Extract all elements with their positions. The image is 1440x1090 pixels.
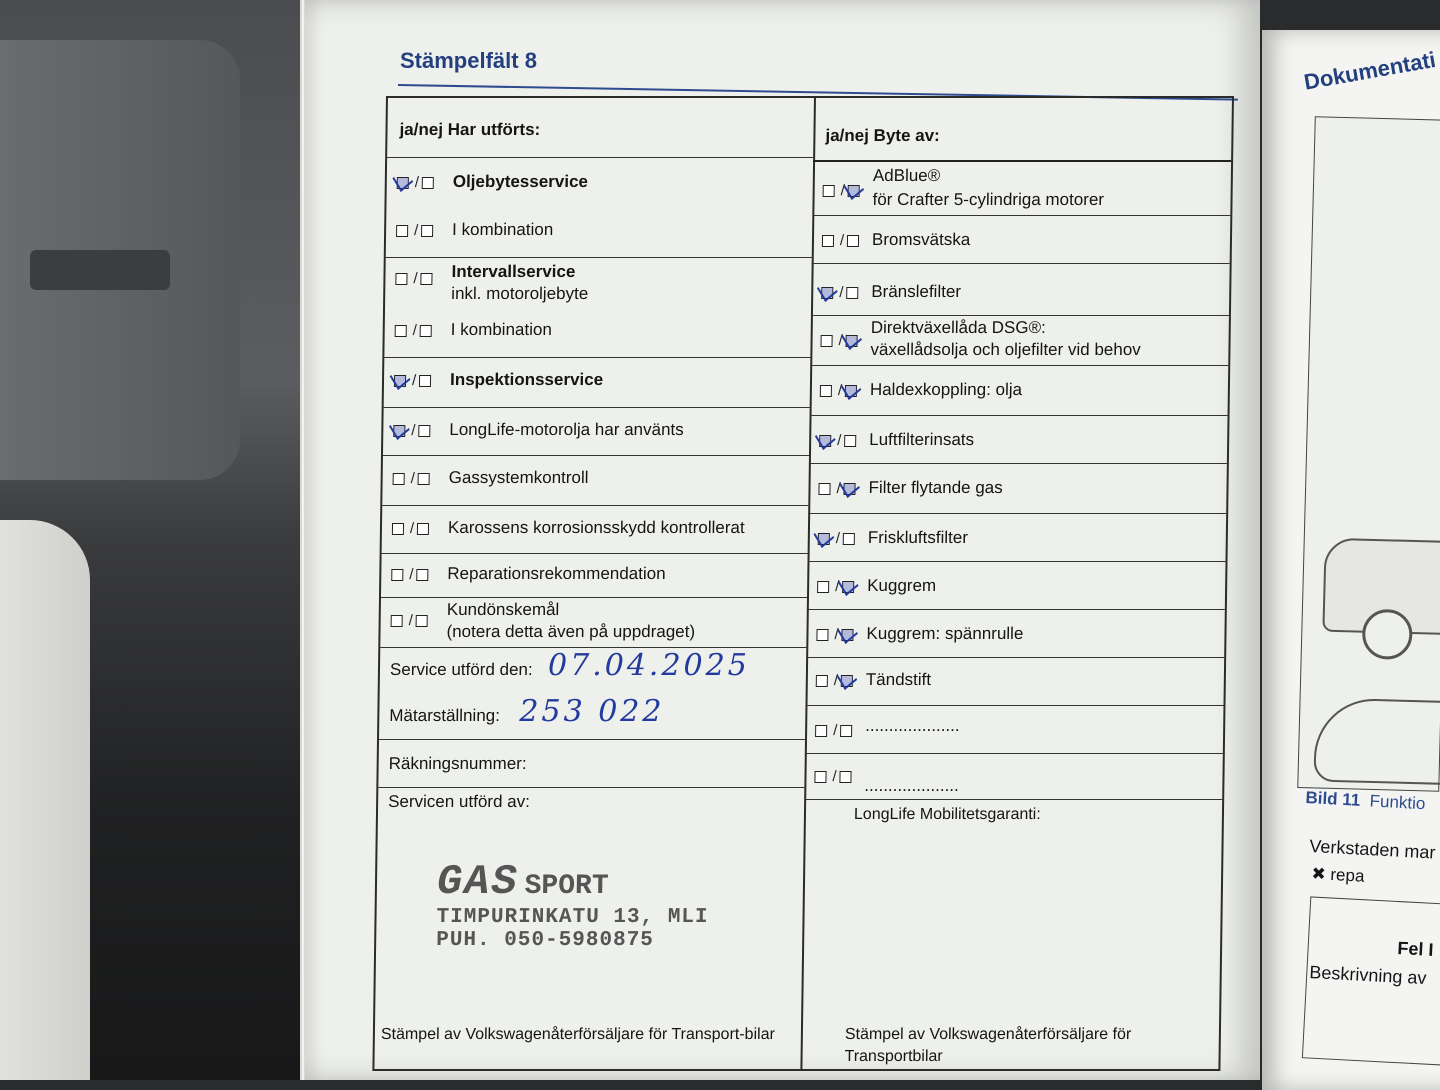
stamp-address: TIMPURINKATU 13, MLI	[436, 906, 709, 929]
background-object	[0, 520, 90, 1080]
checkbox-pair: /	[816, 672, 856, 689]
ja-checkbox[interactable]	[392, 523, 404, 535]
ja-checkbox[interactable]	[821, 287, 833, 299]
ja-checkbox[interactable]	[395, 325, 407, 337]
item-label: ....................	[865, 716, 960, 735]
checkbox-pair: /	[391, 612, 431, 629]
right-row-blank-2	[804, 754, 1223, 800]
ja-checkbox[interactable]	[819, 435, 831, 447]
checkbox-pair: /	[818, 480, 858, 497]
stamp-name-2: SPORT	[524, 871, 609, 902]
left-row-reparation	[381, 554, 808, 598]
nej-checkbox[interactable]	[846, 287, 858, 299]
nej-checkbox[interactable]	[848, 185, 860, 197]
service-date-value[interactable]: 07.04.2025	[547, 648, 751, 683]
ja-checkbox[interactable]	[396, 225, 408, 237]
service-date-row	[380, 648, 807, 696]
item-label: Reparationsrekommendation	[447, 564, 666, 583]
item-sublabel: växellådsolja och oljefilter vid behov	[870, 340, 1141, 359]
odometer-value[interactable]: 253 022	[519, 694, 665, 729]
checkbox-pair: /	[818, 530, 858, 547]
item-label: Bränslefilter	[871, 282, 962, 301]
left-row-intervallservice	[385, 258, 812, 310]
ja-checkbox[interactable]	[391, 615, 403, 627]
item-label: Filter flytande gas	[868, 478, 1003, 497]
nej-checkbox[interactable]	[845, 385, 857, 397]
item-label: Gassystemkontroll	[448, 468, 589, 487]
nej-checkbox[interactable]	[418, 425, 430, 437]
nej-checkbox[interactable]	[846, 335, 858, 347]
odometer-label: Mätarställning:	[389, 706, 501, 725]
item-sublabel: inkl. motoroljebyte	[451, 284, 589, 303]
ja-checkbox[interactable]	[391, 569, 403, 581]
nej-checkbox[interactable]	[844, 435, 856, 447]
right-row-haldex	[810, 366, 1229, 416]
checkbox-pair: /	[395, 270, 435, 287]
item-label: Kundönskemål	[446, 600, 560, 619]
ja-checkbox[interactable]	[394, 375, 406, 387]
ja-checkbox[interactable]	[397, 177, 409, 189]
car-illustration	[1313, 697, 1440, 784]
right-table-header: Fel I	[1396, 938, 1434, 960]
left-row-kundonskemal	[380, 598, 807, 648]
dealer-stamp	[436, 858, 709, 952]
right-row-bransle	[811, 264, 1230, 316]
service-stamp-form	[372, 96, 1234, 1071]
ja-checkbox[interactable]	[820, 385, 832, 397]
right-row-luftfilter	[809, 416, 1228, 464]
performed-by-label: Servicen utförd av:	[388, 792, 531, 811]
checkbox-pair: /	[816, 626, 856, 643]
right-row-tandstift	[805, 658, 1224, 706]
left-row-kombination-2	[384, 310, 811, 358]
nej-checkbox[interactable]	[417, 523, 429, 535]
ja-checkbox[interactable]	[822, 235, 834, 247]
item-label: Kuggrem: spännrulle	[866, 624, 1024, 643]
background-slot	[30, 250, 170, 290]
ja-checkbox[interactable]	[816, 629, 828, 641]
checkbox-pair: /	[395, 322, 435, 339]
checkbox-pair: /	[397, 174, 437, 191]
ja-checkbox[interactable]	[395, 273, 407, 285]
item-label: Haldexkoppling: olja	[869, 380, 1023, 399]
longlife-box	[800, 800, 1222, 1071]
right-page-line-1: Verkstaden mar	[1308, 836, 1436, 863]
left-row-inspektionsservice	[384, 358, 811, 408]
caption-bild: Bild 11	[1305, 788, 1361, 810]
right-row-adblue	[812, 162, 1231, 216]
right-header: ja/nej Byte av:	[825, 126, 940, 145]
checkbox-pair: /	[815, 722, 855, 739]
ja-checkbox[interactable]	[393, 425, 405, 437]
nej-checkbox[interactable]	[416, 615, 428, 627]
invoice-row	[378, 740, 805, 788]
checkbox-pair: /	[820, 382, 860, 399]
nej-checkbox[interactable]	[419, 375, 431, 387]
left-row-korrosionsskydd	[382, 506, 809, 554]
item-label: Intervallservice	[451, 262, 576, 281]
nej-checkbox[interactable]	[841, 675, 853, 687]
item-label: Karossens korrosionsskydd kontrollerat	[447, 518, 745, 537]
vehicle-figure	[1297, 116, 1440, 791]
checkbox-pair: /	[823, 182, 863, 199]
nej-checkbox[interactable]	[420, 325, 432, 337]
left-row-kombination-1	[386, 208, 813, 258]
checkbox-pair: /	[817, 578, 857, 595]
nej-checkbox[interactable]	[843, 533, 855, 545]
right-page-line-2: ✖ repa	[1311, 864, 1365, 886]
checkbox-pair: /	[392, 520, 432, 537]
caption-text: Funktio	[1369, 791, 1426, 814]
item-label: I kombination	[452, 220, 554, 239]
invoice-label: Räkningsnummer:	[388, 754, 527, 773]
checkbox-pair: /	[821, 284, 861, 301]
left-row-oljebytesservice	[386, 158, 813, 208]
item-sublabel: för Crafter 5-cylindriga motorer	[872, 190, 1105, 209]
right-row-filter-gas	[808, 464, 1227, 514]
right-row-dsg	[810, 316, 1229, 366]
item-label: Luftfilterinsats	[869, 430, 975, 449]
checkbox-pair: /	[820, 332, 860, 349]
nej-checkbox[interactable]	[422, 177, 434, 189]
nej-checkbox[interactable]	[418, 473, 430, 485]
checkbox-pair: /	[394, 372, 434, 389]
ja-checkbox[interactable]	[393, 473, 405, 485]
nej-checkbox[interactable]	[840, 771, 852, 783]
item-label: Inspektionsservice	[449, 370, 604, 389]
left-row-longlife	[383, 408, 810, 456]
checkbox-pair: /	[393, 470, 433, 487]
right-row-friskluft	[807, 514, 1226, 562]
ja-checkbox[interactable]	[814, 771, 826, 783]
background-left	[0, 0, 300, 1080]
nej-checkbox[interactable]	[847, 235, 859, 247]
checkbox-pair: /	[814, 768, 854, 785]
left-header-row	[387, 98, 814, 158]
item-label: AdBlue®	[872, 166, 941, 185]
ja-checkbox[interactable]	[816, 675, 828, 687]
stamp-name: GAS	[436, 858, 519, 906]
right-table-cell: Beskrivning av	[1308, 962, 1427, 989]
ja-checkbox[interactable]	[818, 483, 830, 495]
item-label: Friskluftsfilter	[867, 528, 969, 547]
checkbox-pair: /	[393, 422, 433, 439]
nej-checkbox[interactable]	[842, 629, 854, 641]
right-column	[800, 98, 1232, 1069]
nej-checkbox[interactable]	[421, 273, 433, 285]
checkbox-pair: /	[396, 222, 436, 239]
right-row-spannrulle	[806, 610, 1225, 658]
nej-checkbox[interactable]	[416, 569, 428, 581]
ja-checkbox[interactable]	[818, 533, 830, 545]
service-date-label: Service utförd den:	[389, 660, 533, 679]
item-label: I kombination	[450, 320, 552, 339]
performed-by-box	[374, 788, 804, 1071]
checkbox-pair: /	[822, 232, 862, 249]
ja-checkbox[interactable]	[815, 725, 827, 737]
nej-checkbox[interactable]	[842, 581, 854, 593]
item-label: Tändstift	[865, 670, 932, 689]
odometer-row	[379, 696, 806, 740]
ja-checkbox[interactable]	[817, 581, 829, 593]
item-label: LongLife-motorolja har använts	[449, 420, 684, 439]
right-row-kuggrem	[807, 562, 1226, 610]
left-header: ja/nej Har utförts:	[399, 120, 541, 139]
ja-checkbox[interactable]	[820, 335, 832, 347]
left-row-gassystem	[382, 456, 809, 506]
stamp-phone: PUH. 050-5980875	[436, 929, 655, 952]
item-label: ....................	[864, 776, 959, 795]
wheel-illustration	[1362, 609, 1413, 660]
item-label: Kuggrem	[867, 576, 937, 595]
right-header-row	[813, 98, 1232, 162]
nej-checkbox[interactable]	[421, 225, 433, 237]
page-title: Stämpelfält 8	[400, 48, 537, 73]
right-row-blank-1	[805, 706, 1224, 754]
checkbox-pair: /	[819, 432, 859, 449]
item-label: Direktväxellåda DSG®:	[870, 318, 1046, 337]
right-row-bromsvatska	[812, 216, 1231, 264]
item-sublabel: (notera detta även på uppdraget)	[446, 622, 696, 641]
longlife-label: LongLife Mobilitetsgaranti:	[853, 806, 1041, 823]
ja-checkbox[interactable]	[823, 185, 835, 197]
item-label: Oljebytesservice	[452, 172, 589, 191]
stamp-caption-right: Stämpel av Volkswagenåterförsäljare för Transportbilar	[844, 1026, 1132, 1065]
nej-checkbox[interactable]	[840, 725, 852, 737]
item-label: Bromsvätska	[871, 230, 971, 249]
right-page-title: Dokumentati	[1302, 46, 1438, 95]
stamp-caption-left: Stämpel av Volkswagenåterförsäljare för Transport-bilar	[380, 1026, 775, 1043]
left-column	[374, 98, 816, 1069]
nej-checkbox[interactable]	[844, 483, 856, 495]
checkbox-pair: /	[391, 566, 431, 583]
